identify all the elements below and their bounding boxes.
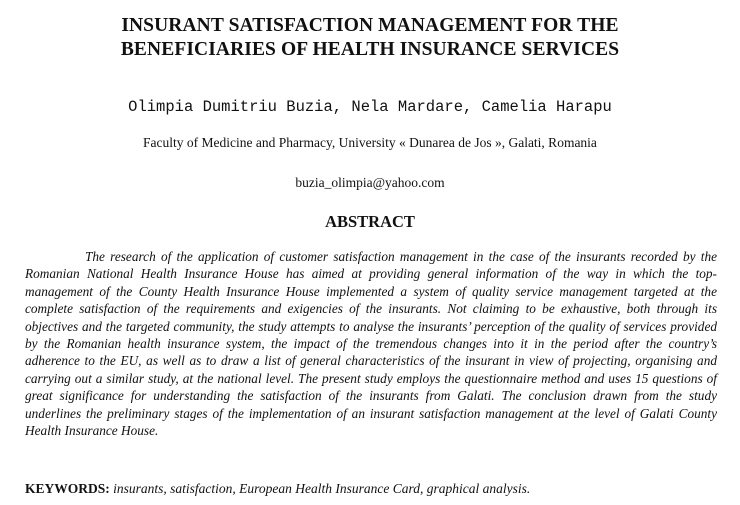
author-email: buzia_olimpia@yahoo.com bbox=[295, 175, 445, 190]
keywords-list: insurants, satisfaction, European Health Insurance Card, graphical analysis. bbox=[109, 481, 531, 496]
paper-title-line-1: INSURANT SATISFACTION MANAGEMENT FOR THE bbox=[121, 15, 619, 36]
abstract-heading: ABSTRACT bbox=[325, 212, 415, 231]
paper-affiliation: Faculty of Medicine and Pharmacy, University « Dunarea de Jos », Galati, Romania bbox=[143, 135, 597, 150]
paper-title-line-2: BENEFICIARIES OF HEALTH INSURANCE SERVICES bbox=[120, 39, 620, 60]
paper-title bbox=[20, 14, 720, 62]
keywords-line bbox=[25, 480, 717, 498]
abstract-body: The research of the application of customer satisfaction management in the case of the insurants recorded by the Romanian National Health Insurance House has aimed at providing general information of the way in which the top-management of the County Health Insurance House implemented a system of quality service management targeted at the complete satisfaction of the requirements and exigencies of the insurants. Not claiming to be exhaustive, both through its objectives and the targeted community, the study attempts to analyse the insurants’ perception of the quality of services provided by the Romanian health insurance system, the impact of the tremendous changes into it in the period after the country’s adherence to the EU, as well as to draw a list of general characteristics of the insurant in view of projecting, organising and carrying out a similar study, at the national level. The present study employs the questionnaire method and uses 15 questions of great significance for understanding the satisfaction of the insurants from Galati. The conclusion drawn from the study underlines the preliminary stages of the implementation of an insurant satisfaction management at the level of Galati County Health Insurance House. bbox=[25, 249, 717, 439]
paper-authors: Olimpia Dumitriu Buzia, Nela Mardare, Camelia Harapu bbox=[128, 98, 612, 116]
keywords-label: KEYWORDS: bbox=[25, 481, 110, 496]
